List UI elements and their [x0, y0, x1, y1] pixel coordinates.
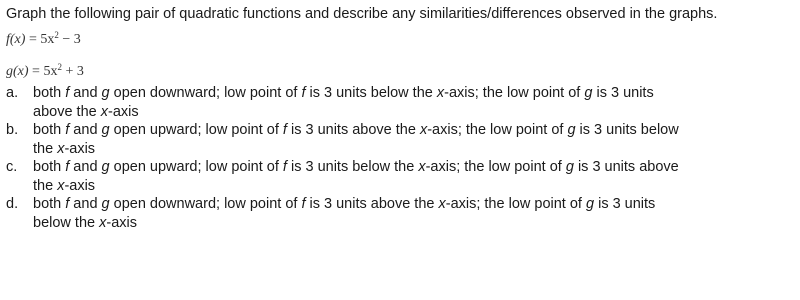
variable: g — [565, 159, 574, 175]
function-exponent: 2 — [57, 62, 62, 72]
text-run: is 3 units above the — [286, 122, 420, 138]
variable: x — [438, 196, 446, 212]
text-run: is 3 units below the — [33, 196, 656, 231]
function-g — [6, 64, 796, 84]
choice-text — [33, 85, 654, 120]
text-run: and — [69, 85, 102, 101]
choice-text — [33, 122, 679, 157]
text-run: is 3 units above the — [33, 159, 679, 194]
text-run: is 3 units below the — [305, 85, 437, 101]
text-run: both — [33, 85, 66, 101]
variable: x — [57, 177, 65, 194]
text-run: -axis — [106, 214, 137, 231]
function-constant: + 3 — [65, 64, 84, 79]
text-run: open upward; low point of — [109, 122, 283, 138]
text-run: and — [69, 159, 102, 175]
choice-a[interactable] — [6, 84, 683, 121]
choice-letter: b. — [6, 122, 19, 138]
choice-letter: a. — [6, 85, 19, 101]
text-run: both — [33, 159, 66, 175]
variable: f — [65, 122, 70, 138]
variable: x — [99, 214, 107, 231]
choice-letter: d. — [6, 196, 19, 212]
text-run: -axis; the low point of — [425, 159, 566, 175]
text-run: open downward; low point of — [109, 196, 302, 212]
text-run: both — [33, 122, 66, 138]
choice-letter: c. — [6, 159, 18, 175]
function-equals: = — [32, 64, 40, 79]
variable: x — [418, 159, 426, 175]
text-run: and — [69, 122, 102, 138]
function-exponent: 2 — [54, 30, 59, 40]
text-run: is 3 units above the — [305, 196, 439, 212]
variable: g — [101, 85, 110, 101]
question — [6, 5, 796, 232]
text-run: open upward; low point of — [109, 159, 283, 175]
variable: g — [585, 196, 595, 212]
choice-b[interactable] — [6, 121, 683, 158]
function-name: g(x) — [6, 64, 29, 79]
text-run: -axis — [107, 103, 139, 120]
variable: g — [567, 122, 576, 138]
variable: g — [101, 159, 110, 175]
function-term: 5x — [40, 32, 55, 47]
variable: x — [436, 85, 445, 101]
variable: x — [419, 122, 428, 138]
variable: f — [282, 122, 287, 138]
choice-d[interactable] — [6, 195, 683, 232]
choice-text — [33, 196, 655, 231]
choice-c[interactable] — [6, 158, 683, 195]
variable: f — [65, 196, 70, 212]
variable: x — [100, 103, 108, 120]
text-run: -axis; the low point of — [445, 196, 586, 212]
variable: f — [301, 196, 306, 212]
variable: g — [101, 196, 110, 212]
variable: g — [101, 122, 110, 138]
text-run: is 3 units below the — [33, 122, 679, 157]
text-run: is 3 units below the — [286, 159, 419, 175]
function-f — [6, 32, 796, 56]
variable: g — [584, 85, 593, 101]
variable: f — [282, 159, 287, 175]
text-run: -axis — [64, 177, 96, 194]
answer-choices — [6, 84, 796, 232]
text-run: open downward; low point of — [109, 85, 302, 101]
variable: x — [57, 140, 65, 157]
variable: f — [65, 159, 70, 175]
text-run: is 3 units above the — [33, 85, 654, 120]
text-run: -axis; the low point of — [427, 122, 568, 138]
choice-text — [33, 159, 679, 194]
text-run: -axis; the low point of — [444, 85, 585, 101]
function-constant: − 3 — [62, 32, 81, 47]
text-run: -axis — [64, 140, 96, 157]
function-name: f(x) — [6, 32, 26, 47]
variable: f — [65, 85, 70, 101]
function-equals: = — [28, 32, 37, 47]
text-run: and — [69, 196, 102, 212]
question-prompt: Graph the following pair of quadratic functions and describe any similarities/differences observed in the graphs. — [6, 6, 718, 22]
function-term: 5x — [43, 64, 58, 79]
variable: f — [301, 85, 306, 101]
text-run: both — [33, 196, 66, 212]
